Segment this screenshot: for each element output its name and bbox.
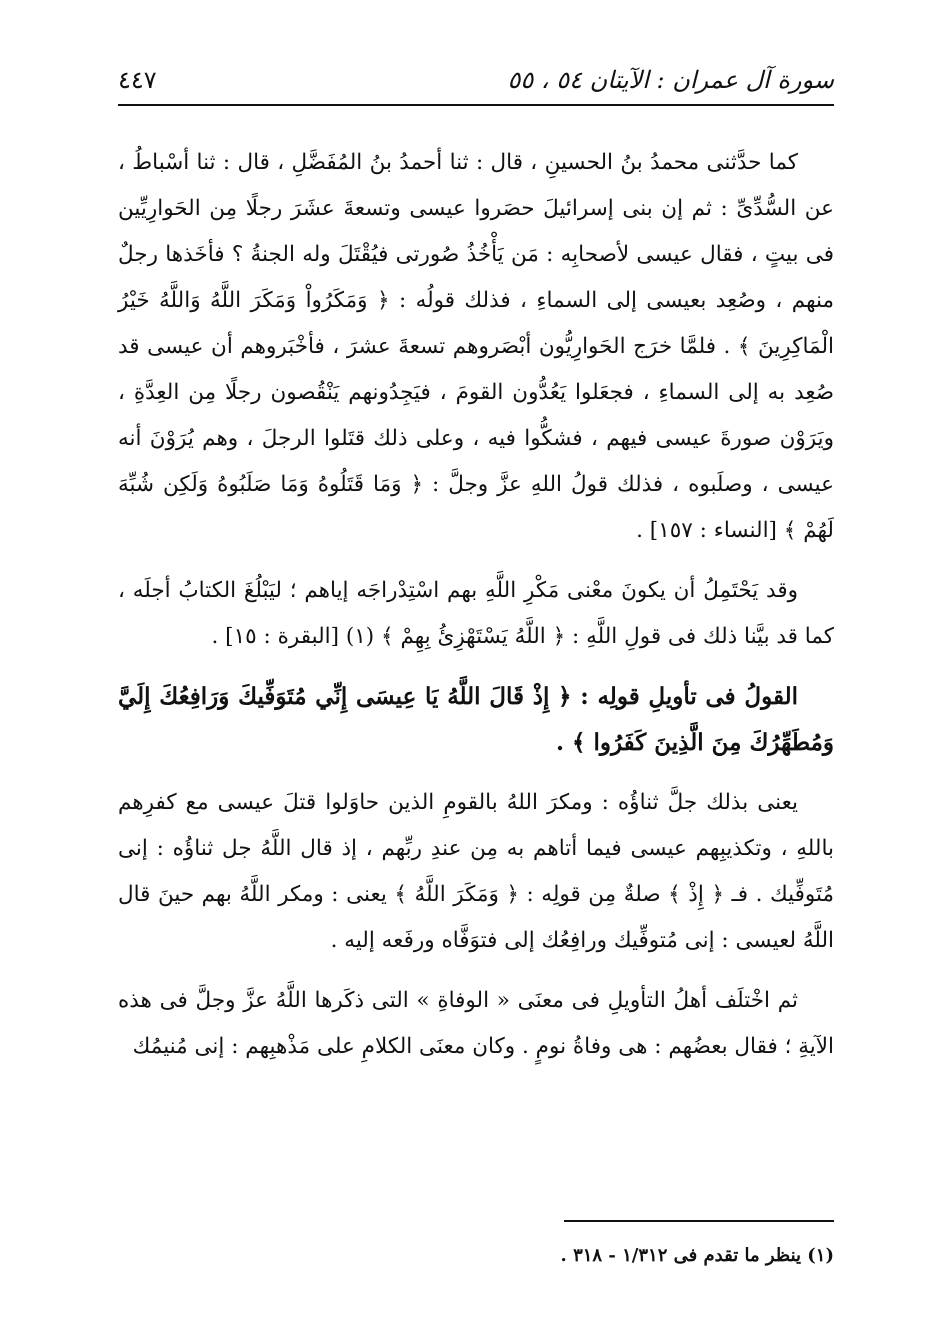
footnote: (١) ينظر ما تقدم فى ١/٣١٢ - ٣١٨ . (560, 1245, 834, 1266)
page-number: ٤٤٧ (118, 66, 157, 94)
paragraph: يعنى بذلك جلَّ ثناؤُه : ومكرَ اللهُ بالقومِ الذين حاوَلوا قتلَ عيسى مع كفرِهم باللهِ ، وتكذيبِهم عيسى فيما أتاهم به مِن عندِ ربِّهم ، إذ قال اللَّهُ جل ثناؤُه : إنى مُتَوفِّيك . فـ ﴿ إِذْ ﴾ صلةٌ مِن قولِه : ﴿ وَمَكَرَ اللَّهُ ﴾ يعنى : ومكر اللَّهُ بهم حينَ قال اللَّهُ لعيسى : إنى مُتوفِّيك ورافِعُك إلى فتوَفَّاه ورفَعه إليه . (118, 790, 834, 953)
running-title: سورة آل عمران : الآيتان ٥٤ ، ٥٥ (507, 66, 834, 94)
page-header (118, 60, 834, 100)
footnote-rule (564, 1220, 834, 1222)
paragraph: كما حدَّثنى محمدُ بنُ الحسينِ ، قال : ثنا أحمدُ بنُ المُفَضَّلِ ، قال : ثنا أسْباطُ ، عن السُّدِّىِّ : ثم إن بنى إسرائيلَ حصَروا عيسى وتسعةَ عشَرَ رجلًا مِن الحَوارِيِّين فى بيتٍ ، فقال عيسى لأصحابِه : مَن يَأْخُذُ صُورتى فيُقْتَلَ وله الجنةُ ؟ فأخَذها رجلٌ منهم ، وصُعِد بعيسى إلى السماءِ ، فذلك قولُه : ﴿ وَمَكَرُواْ وَمَكَرَ اللَّهُ وَاللَّهُ خَيْرُ الْمَاكِرِينَ ﴾ . فلمَّا خرَج الحَوارِيُّون أبْصَروهم تسعةَ عشرَ ، فأخْبَروهم أن عيسى قد صُعِد به إلى السماءِ ، فجعَلوا يَعُدُّون القومَ ، فيَجِدُونهم يَنْقُصون رجلًا مِن العِدَّةِ ، ويَرَوْن صورةَ عيسى فيهم ، فشكُّوا فيه ، وعلى ذلك قتَلوا الرجلَ ، وهم يُرَوْنَ أنه عيسى ، وصلَبوه ، فذلك قولُ اللهِ عزَّ وجلَّ : ﴿ وَمَا قَتَلُوهُ وَمَا صَلَبُوهُ وَلَكِن شُبِّهَ لَهُمْ ﴾ [النساء : ١٥٧] . (118, 150, 834, 543)
section-heading: القولُ فى تأويلِ قولِه : ﴿ إِذْ قَالَ اللَّهُ يَا عِيسَى إِنِّي مُتَوَفِّيكَ وَرَافِعُكَ إِلَيَّ وَمُطَهِّرُكَ مِنَ الَّذِينَ كَفَرُوا ﴾ . (118, 683, 834, 756)
paragraph: ثم اخْتلَف أهلُ التأويلِ فى معنَى « الوفاةِ » التى ذكَرها اللَّهُ عزَّ وجلَّ فى هذه الآيةِ ؛ فقال بعضُهم : هى وفاةُ نومٍ . وكان معنَى الكلامِ على مَذْهبِهم : إنى مُنيمُك (118, 988, 834, 1059)
paragraph: وقد يَحْتَمِلُ أن يكونَ معْنى مَكْرِ اللَّهِ بهم اسْتِدْراجَه إياهم ؛ ليَبْلُغَ الكتابُ أجلَه ، كما قد بيَّنا ذلك فى قولِ اللَّهِ : ﴿ اللَّهُ يَسْتَهْزِئُ بِهِمْ ﴾ (١) [البقرة : ١٥] . (118, 578, 834, 649)
header-rule (118, 104, 834, 106)
main-text (118, 140, 834, 1084)
